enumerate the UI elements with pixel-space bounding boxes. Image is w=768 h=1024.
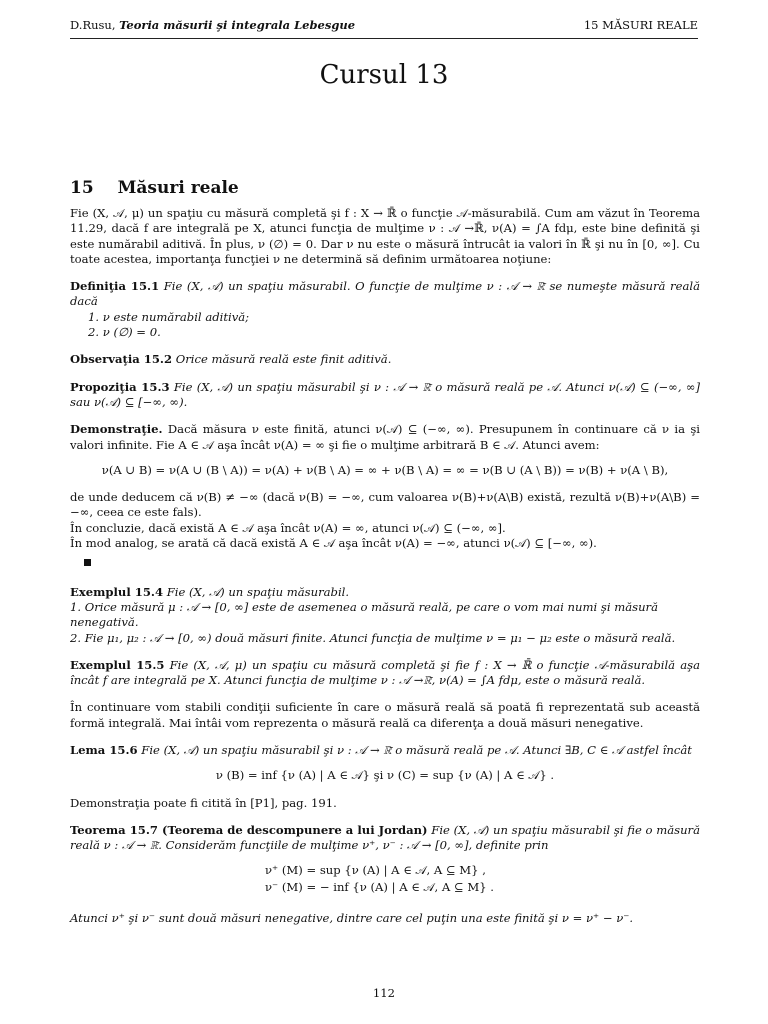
theorem-display-equations <box>265 862 700 898</box>
page-title: Cursul 13 <box>319 60 449 90</box>
example-item: 1. Orice măsură μ : 𝒜 → [0, ∞] este de asemenea o măsură reală, pe care o vom mai numi şi măsură nenegativă. <box>70 599 659 630</box>
body-text <box>70 206 700 939</box>
proof-display-equation: ν(A ∪ B) = ν(A ∪ (B \ A)) = ν(A) + ν(B \ A) = ∞ + ν(B \ A) = ∞ = ν(B ∪ (A \ B)) = ν(B) + ν(A \ B), <box>101 462 669 477</box>
example-label: Exemplul 15.4 <box>70 584 164 599</box>
lemma-display-equation: ν (B) = inf {ν (A) | A ∈ 𝒜} şi ν (C) = sup {ν (A) | A ∈ 𝒜} . <box>215 768 555 783</box>
page-number: 112 <box>372 986 396 1000</box>
example-15-5 <box>70 658 700 689</box>
theorem-conclusion: Atunci ν⁺ şi ν⁻ sunt două măsuri nenegative, dintre care cel puţin una este finită şi ν = ν⁺ − ν⁻. <box>70 911 634 926</box>
definition-item: 1. ν este numărabil aditivă; <box>88 309 250 324</box>
header-book-title: Teoria măsurii şi integrala Lebesgue <box>119 18 356 32</box>
example-label: Exemplul 15.5 <box>70 657 165 672</box>
header-chapter: 15 MĂSURI REALE <box>583 18 698 32</box>
paragraph-after-examples: În continuare vom stabili condiţii suficiente în care o măsură reală să poată fi reprezentată sub această formă integrală. Mai întâi vom reprezenta o măsură reală ca diferenţa a două măsuri nenegative. <box>70 700 700 730</box>
lemma-text: Fie (X, 𝒜) un spaţiu măsurabil şi ν : 𝒜 → ℝ̄ o măsură reală pe 𝒜. Atunci ∃B, C ∈ 𝒜 astfel încât <box>141 743 692 758</box>
example-15-4 <box>70 585 700 600</box>
proposition-15-3 <box>70 380 700 411</box>
proof-text-2: de unde deducem că ν(B) ≠ −∞ (dacă ν(B) = −∞, cum valoarea ν(B)+ν(A\B) există, rezultă ν(B)+ν(A\B) = −∞, ceea ce este fals). <box>70 490 700 520</box>
section-heading <box>70 178 257 198</box>
proof-text: Dacă măsura ν este finită, atunci ν(𝒜) ⊆ (−∞, ∞). Presupunem în continuare că ν ia şi valori infinite. Fie A ∈ 𝒜 aşa încât ν(A) = ∞ şi fie o mulţime arbitrară B ∈ 𝒜. Atunci avem: <box>70 422 700 452</box>
definition-items <box>88 310 700 341</box>
proposition-text: Fie (X, 𝒜) un spaţiu măsurabil şi ν : 𝒜 → ℝ̄ o măsură reală pe 𝒜. Atunci ν(𝒜) ⊆ (−∞, ∞] sau ν(𝒜) ⊆ [−∞, ∞). <box>70 379 701 409</box>
proof-text-3: În concluzie, dacă există A ∈ 𝒜 aşa încât ν(A) = ∞, atunci ν(𝒜) ⊆ (−∞, ∞]. <box>70 520 506 535</box>
header-rule <box>70 38 698 39</box>
example-item: 2. Fie μ₁, μ₂ : 𝒜 → [0, ∞) două măsuri finite. Atunci funcţia de mulţime ν = μ₁ − μ₂ este o măsură reală. <box>70 630 676 645</box>
section-title: Măsuri reale <box>117 178 239 198</box>
proof-label: Demonstraţie. <box>70 422 163 437</box>
observation-15-2 <box>70 352 700 367</box>
lemma-label: Lema 15.6 <box>70 743 138 758</box>
qed-square-icon <box>84 559 91 566</box>
definition-text: Fie (X, 𝒜) un spaţiu măsurabil. O funcţie de mulţime ν : 𝒜 → ℝ̄ se numeşte măsură reală dacă <box>70 279 700 309</box>
lemma-15-6 <box>70 743 700 758</box>
header-left <box>70 18 355 32</box>
proposition-label: Propoziţia 15.3 <box>70 379 170 394</box>
intro-paragraph: Fie (X, 𝒜, μ) un spaţiu cu măsură completă şi f : X → ℝ̄ o funcţie 𝒜-măsurabilă. Cum am văzut în Teorema 11.29, dacă f are integrală pe X, atunci funcţia de mulţime ν : 𝒜 →ℝ̄, ν(A) = ∫A fdμ, este bine definită şi este numărabil aditivă. În plus, ν (∅) = 0. Dar ν nu este o măsură întrucât ia valori în ℝ̄ şi nu în [0, ∞]. Cu toate acestea, importanţa funcţiei ν ne determină să definim următoarea noţiune: <box>70 206 700 266</box>
example-text: Fie (X, 𝒜) un spaţiu măsurabil. <box>166 584 350 599</box>
observation-text: Orice măsură reală este finit aditivă. <box>175 352 392 367</box>
theorem-15-7 <box>70 823 700 854</box>
definition-15-1 <box>70 279 700 310</box>
proof-15-3 <box>70 422 700 453</box>
example-text: Fie (X, 𝒜, μ) un spaţiu cu măsură completă şi fie f : X → ℝ̄ o funcţie 𝒜-măsurabilă aşa încât f are integrală pe X. Atunci funcţia de mulţime ν : 𝒜 →ℝ̄, ν(A) = ∫A fdμ, este o măsură reală. <box>70 657 700 688</box>
lemma-proof-reference: Demonstraţia poate fi citită în [P1], pag. 191. <box>70 795 337 810</box>
running-header <box>70 18 698 32</box>
proof-text-4: În mod analog, se arată că dacă există A ∈ 𝒜 aşa încât ν(A) = −∞, atunci ν(𝒜) ⊆ [−∞, ∞). <box>70 536 597 551</box>
theorem-label: Teorema 15.7 (Teorema de descompunere a lui Jordan) <box>70 822 428 837</box>
theorem-equation-plus: ν⁺ (M) = sup {ν (A) | A ∈ 𝒜, A ⊆ M} , <box>265 862 486 877</box>
header-author: D.Rusu, <box>70 18 116 32</box>
theorem-equation-minus: ν⁻ (M) = − inf {ν (A) | A ∈ 𝒜, A ⊆ M} . <box>265 880 494 895</box>
theorem-text: Fie (X, 𝒜) un spaţiu măsurabil şi fie o măsură reală ν : 𝒜 → ℝ̄. Considerăm funcţiile de mulţime ν⁺, ν⁻ : 𝒜 → [0, ∞], definite prin <box>70 822 700 853</box>
definition-label: Definiţia 15.1 <box>70 279 160 294</box>
section-number: 15 <box>70 178 94 198</box>
observation-label: Observaţia 15.2 <box>70 352 173 367</box>
definition-item: 2. ν (∅) = 0. <box>88 325 161 340</box>
example-items <box>70 600 700 646</box>
